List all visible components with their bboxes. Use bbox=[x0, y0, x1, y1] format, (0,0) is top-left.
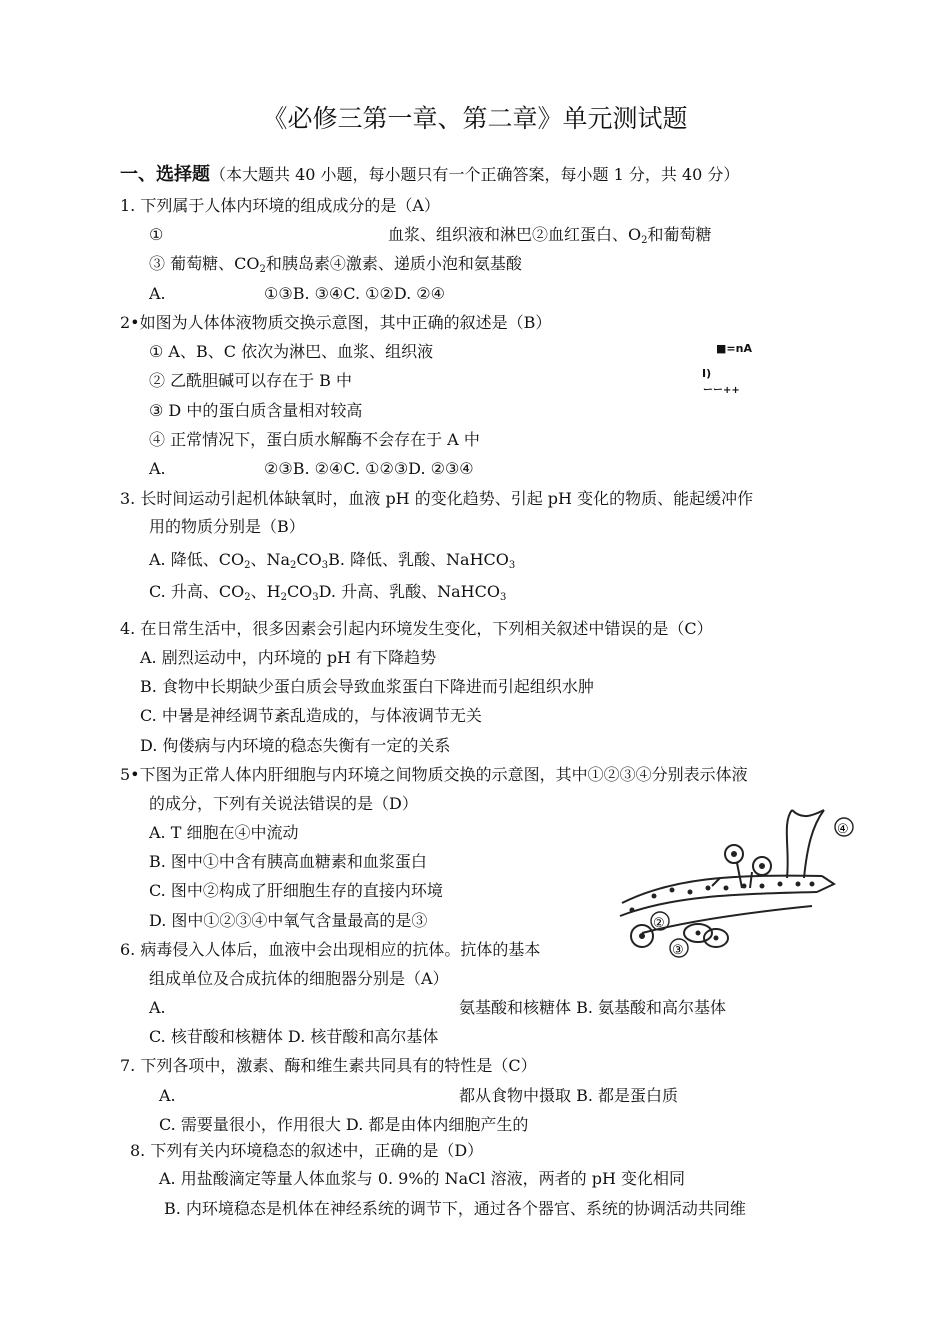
section-note: （本大题共 40 小题，每小题只有一个正确答案，每小题 1 分，共 40 分） bbox=[210, 165, 740, 184]
question-6-stem-line1: 6. 病毒侵入人体后，血液中会出现相应的抗体。抗体的基本 bbox=[120, 940, 541, 959]
section-title: 一、选择题 bbox=[120, 164, 210, 185]
question-4-stem: 4. 在日常生活中，很多因素会引起内环境发生变化，下列相关叙述中错误的是（C） bbox=[120, 619, 713, 638]
question-5-option-c: C. 图中②构成了肝细胞生存的直接内环境 bbox=[149, 881, 443, 900]
question-7-options-cd: C. 需要量很小，作用很大 D. 都是由体内细胞产生的 bbox=[159, 1115, 529, 1134]
question-1-stem: 1. 下列属于人体内环境的组成成分的是（A） bbox=[120, 196, 440, 215]
question-6-options-ab: 氨基酸和核糖体 B. 氨基酸和高尔基体 bbox=[459, 998, 727, 1017]
question-5-option-d: D. 图中①②③④中氧气含量最高的是③ bbox=[149, 911, 428, 930]
question-8-option-b: B. 内环境稳态是机体在神经系统的调节下，通过各个器官、系统的协调活动共同维 bbox=[164, 1199, 746, 1218]
question-2-stem: 2•如图为人体体液物质交换示意图，其中正确的叙述是（B） bbox=[120, 313, 552, 332]
question-3-stem-line2: 用的物质分别是（B） bbox=[149, 517, 305, 536]
question-2-options: ②③B. ②④C. ①②③D. ②③④ bbox=[264, 459, 474, 478]
question-1-line1: 血浆、组织液和淋巴②血红蛋白、$O_2$和葡萄糖 bbox=[388, 225, 712, 246]
question-6-stem-line2: 组成单位及合成抗体的细胞器分别是（A） bbox=[149, 969, 449, 988]
figure-2-label-3: ③ bbox=[672, 943, 684, 958]
question-8-stem: 8. 下列有关内环境稳态的叙述中，正确的是（D） bbox=[130, 1141, 484, 1160]
question-1-line2: ③ 葡萄糖、$CO_2$和胰岛素④激素、递质小泡和氨基酸 bbox=[149, 254, 522, 275]
question-6-option-label: A. bbox=[149, 998, 166, 1017]
page-title: 《必修三第一章、第二章》单元测试题 bbox=[262, 104, 688, 133]
figure-2-label-4: ④ bbox=[837, 822, 849, 837]
question-3-options-ab: A. 降低、$CO_2$、$Na_2CO_3B$. 降低、乳酸、NaHCO$_3$ bbox=[149, 550, 516, 571]
question-4-option-d: D. 佝偻病与内环境的稳态失衡有一定的关系 bbox=[140, 736, 451, 755]
question-5-stem-line2: 的成分，下列有关说法错误的是（D） bbox=[149, 794, 418, 813]
question-7-options-ab: 都从食物中摄取 B. 都是蛋白质 bbox=[459, 1086, 679, 1105]
question-2-statement-4: ④ 正常情况下，蛋白质水解酶不会存在于 A 中 bbox=[149, 430, 480, 449]
question-2-option-label: A. bbox=[149, 459, 166, 478]
question-6-options-cd: C. 核苷酸和核糖体 D. 核苷酸和高尔基体 bbox=[149, 1027, 439, 1046]
figure-1-label-bottom: ーー++ bbox=[703, 385, 740, 396]
question-4-option-a: A. 剧烈运动中，内环境的 pH 有下降趋势 bbox=[140, 648, 437, 667]
question-8-option-a: A. 用盐酸滴定等量人体血浆与 0. 9%的 NaCl 溶液，两者的 pH 变化相同 bbox=[159, 1169, 685, 1188]
figure-2-label-2: ② bbox=[653, 916, 665, 931]
question-4-option-c: C. 中暑是神经调节紊乱造成的，与体液调节无关 bbox=[140, 706, 482, 725]
question-1-options: ①③B. ③④C. ①②D. ②④ bbox=[264, 284, 445, 303]
question-2-statement-2: ② 乙酰胆碱可以存在于 B 中 bbox=[149, 371, 353, 390]
question-3-stem-line1: 3. 长时间运动引起机体缺氧时，血液 pH 的变化趋势、引起 pH 变化的物质、能起缓冲作 bbox=[120, 489, 754, 508]
question-2-statement-1: ① A、B、C 依次为淋巴、血浆、组织液 bbox=[149, 342, 434, 361]
question-2-statement-3: ③ D 中的蛋白质含量相对较高 bbox=[149, 401, 363, 420]
question-5-stem-line1: 5•下图为正常人体内肝细胞与内环境之间物质交换的示意图，其中①②③④分别表示体液 bbox=[120, 765, 748, 784]
figure-1-label-top: ■=nA bbox=[716, 342, 752, 355]
question-4-option-b: B. 食物中长期缺少蛋白质会导致血浆蛋白下降进而引起组织水肿 bbox=[140, 677, 594, 696]
question-1-line1-marker: ① bbox=[149, 225, 164, 244]
question-5-option-b: B. 图中①中含有胰高血糖素和血浆蛋白 bbox=[149, 852, 427, 871]
question-7-option-label: A. bbox=[159, 1086, 176, 1105]
question-5-option-a: A. T 细胞在④中流动 bbox=[149, 823, 299, 842]
liver-cell-exchange-figure bbox=[612, 808, 862, 968]
figure-1-label-mid: I) bbox=[702, 367, 712, 380]
question-1-option-label: A. bbox=[149, 284, 166, 303]
section-heading bbox=[120, 166, 739, 184]
question-7-stem: 7. 下列各项中，激素、酶和维生素共同具有的特性是（C） bbox=[120, 1056, 537, 1075]
question-3-options-cd: C. 升高、$CO_2$、$H_2CO_3D$. 升高、乳酸、NaHCO$_3$ bbox=[149, 582, 507, 603]
